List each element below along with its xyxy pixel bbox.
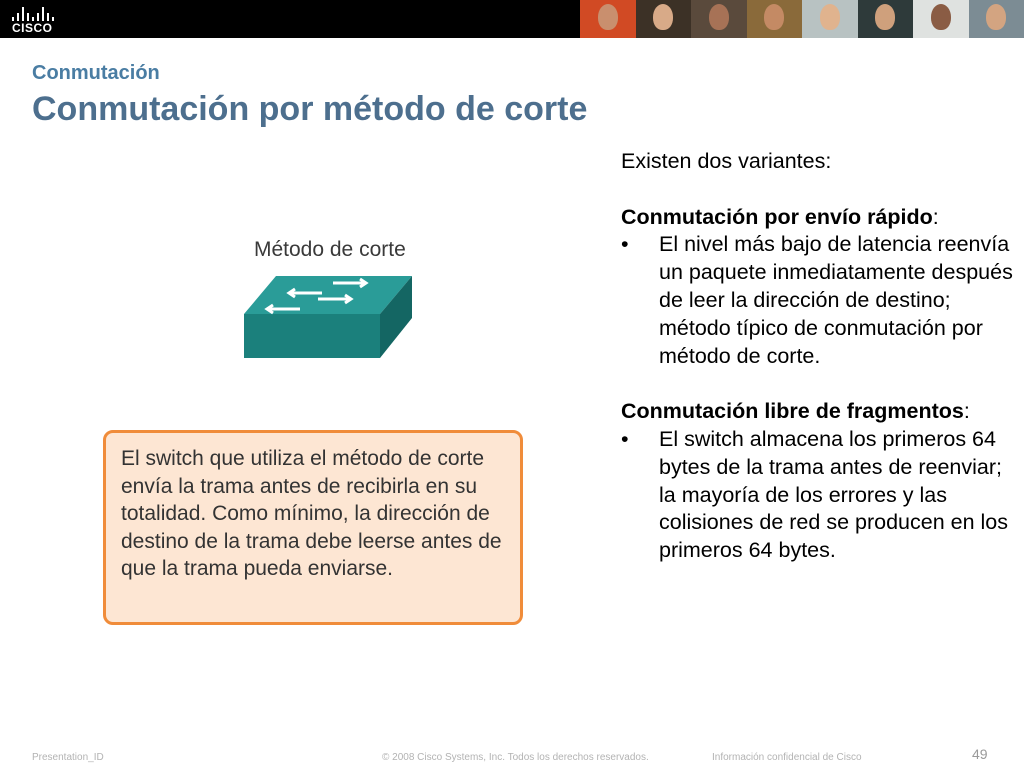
footer-confidential: Información confidencial de Cisco bbox=[712, 752, 862, 763]
header-photo bbox=[913, 0, 969, 38]
header-photo bbox=[747, 0, 803, 38]
header-photo-strip bbox=[580, 0, 1024, 38]
person-photo-icon bbox=[709, 4, 729, 30]
page-number: 49 bbox=[972, 746, 988, 762]
person-photo-icon bbox=[986, 4, 1006, 30]
person-photo-icon bbox=[764, 4, 784, 30]
header-photo bbox=[636, 0, 692, 38]
section-title: Conmutación bbox=[32, 62, 160, 84]
variant-heading-label: Conmutación libre de fragmentos bbox=[621, 399, 964, 424]
header-photo bbox=[969, 0, 1024, 38]
list-item bbox=[621, 426, 1016, 565]
person-photo-icon bbox=[653, 4, 673, 30]
heading-colon: : bbox=[963, 399, 970, 424]
variant-heading bbox=[621, 398, 1016, 426]
header-photo bbox=[691, 0, 747, 38]
person-photo-icon bbox=[931, 4, 951, 30]
intro-text: Existen dos variantes: bbox=[621, 149, 832, 173]
person-photo-icon bbox=[820, 4, 840, 30]
network-switch-icon bbox=[238, 270, 414, 362]
content-column bbox=[621, 148, 1016, 565]
page-title: Conmutación por método de corte bbox=[32, 90, 588, 128]
callout-box: El switch que utiliza el método de corte envía la trama antes de recibirla en su totalidad. Como mínimo, la dirección de destino de la trama debe leerse antes de que la trama pueda enviarse. bbox=[103, 430, 523, 625]
figure-caption: Método de corte bbox=[254, 238, 406, 261]
heading-colon: : bbox=[932, 204, 939, 229]
footer-presentation-id: Presentation_ID bbox=[32, 752, 104, 763]
header-photo bbox=[802, 0, 858, 38]
switch-front-face bbox=[244, 314, 380, 358]
header-bar bbox=[0, 0, 1024, 38]
bullet-icon: • bbox=[621, 232, 629, 257]
logo-text: CISCO bbox=[12, 21, 53, 35]
header-photo bbox=[580, 0, 636, 38]
footer-copyright: © 2008 Cisco Systems, Inc. Todos los derechos reservados. bbox=[382, 752, 649, 763]
bullet-icon: • bbox=[621, 426, 629, 451]
list-item bbox=[621, 231, 1016, 370]
person-photo-icon bbox=[875, 4, 895, 30]
cisco-bridge-logo-icon bbox=[12, 5, 58, 21]
list-item-text: El switch almacena los primeros 64 bytes de la trama antes de reenviar; la mayoría de los errores y las colisiones de red se producen en los primeros 64 bytes. bbox=[659, 426, 1008, 563]
variant-heading-label: Conmutación por envío rápido bbox=[621, 204, 933, 229]
variant-heading bbox=[621, 204, 1016, 232]
list-item-text: El nivel más bajo de latencia reenvía un paquete inmediatamente después de leer la dirección de destino; método típico de conmutación por método de corte. bbox=[659, 232, 1013, 368]
person-photo-icon bbox=[598, 4, 618, 30]
header-photo bbox=[858, 0, 914, 38]
cisco-logo bbox=[10, 3, 62, 35]
